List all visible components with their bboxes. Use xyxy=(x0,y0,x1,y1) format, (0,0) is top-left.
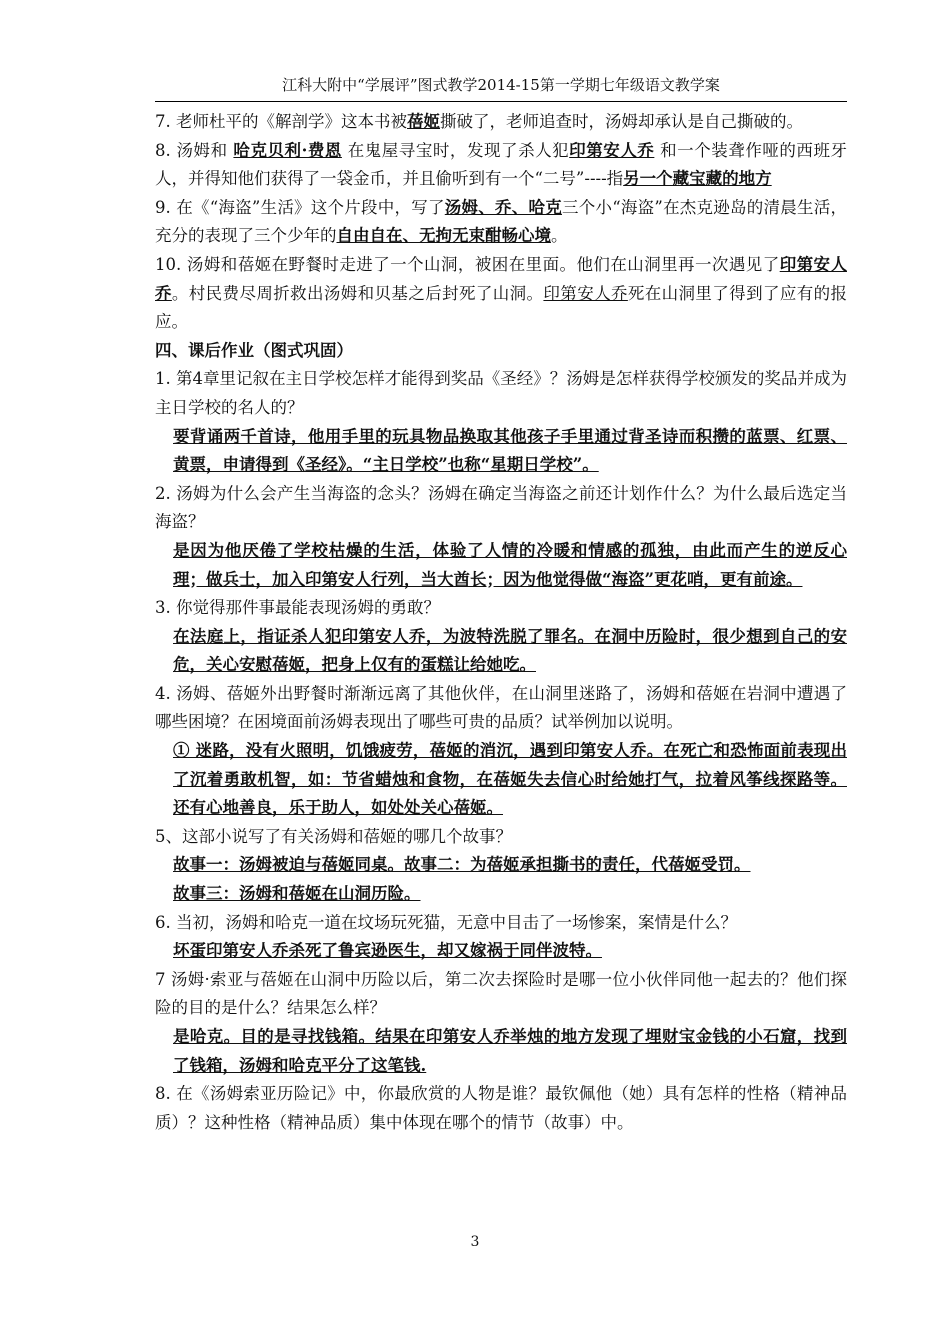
answer: 印第安人乔 xyxy=(543,283,628,303)
answer: 哈克贝利·费恩 xyxy=(233,140,342,160)
answer: 蓓姬 xyxy=(407,112,440,131)
hw-q4: 4. 汤姆、蓓姬外出野餐时渐渐远离了其他伙伴，在山洞里迷路了，汤姆和蓓姬在岩洞中遭遇了哪些困境？在困境面前汤姆表现出了哪些可贵的品质？试举例加以说明。 xyxy=(155,683,847,732)
hw-a5: 故事一：汤姆被迫与蓓姬同桌。故事二：为蓓姬承担撕书的责任，代蓓姬受罚。 xyxy=(173,855,751,875)
hw-a7: 是哈克。目的是寻找钱箱。结果在印第安人乔举烛的地方发现了埋财宝金钱的小石窟，找到了钱箱，汤姆和哈克平分了这笔钱. xyxy=(173,1027,847,1075)
hw-a1: 要背诵两千首诗，他用手里的玩具物品换取其他孩子手里通过背圣诗而积攒的蓝票、红票、黄票，申请得到《圣经》。“主日学校”也称“星期日学校”。 xyxy=(173,426,847,475)
item-7: 7. 老师杜平的《解剖学》这本书被蓓姬撕破了，老师追查时，汤姆却承认是自己撕破的。 xyxy=(155,112,803,131)
item-8: 8. 汤姆和 哈克贝利·费恩 在鬼屋寻宝时，发现了杀人犯印第安人乔 和一个装聋作哑的西班牙人，并得知他们获得了一袋金币，并且偷听到有一个“二号”----指另一个藏宝藏的地方 xyxy=(155,140,848,189)
hw-q7: 7 汤姆·索亚与蓓姬在山洞中历险以后，第二次去探险时是哪一位小伙伴同他一起去的？他们探险的目的是什么？结果怎么样？ xyxy=(155,969,847,1018)
page-body xyxy=(155,108,847,1137)
hw-q1: 1. 第4章里记叙在主日学校怎样才能得到奖品《圣经》？汤姆是怎样获得学校颁发的奖品并成为主日学校的名人的？ xyxy=(155,369,847,417)
page-number: 3 xyxy=(470,1234,480,1250)
hw-q8: 8. 在《汤姆索亚历险记》中，你最欣赏的人物是谁？最钦佩他（她）具有怎样的性格（精神品质）？这种性格（精神品质）集中体现在哪个的情节（故事）中。 xyxy=(155,1084,847,1132)
hw-a2: 是因为他厌倦了学校枯燥的生活，体验了人情的冷暖和情感的孤独，由此而产生的逆反心理；做兵士，加入印第安人行列，当大酋长；因为他觉得做“海盗”更花哨，更有前途。 xyxy=(173,540,847,589)
answer: 自由自在、无拘无束酣畅心境 xyxy=(336,226,551,246)
item-10: 10. 汤姆和蓓姬在野餐时走进了一个山洞，被困在里面。他们在山洞里再一次遇见了印第安人乔。村民费尽周折救出汤姆和贝基之后封死了山洞。印第安人乔死在山洞里了得到了应有的报应。 xyxy=(155,254,848,332)
item-9: 9. 在《“海盗”生活》这个片段中，写了汤姆、乔、哈克三个小“海盗”在杰克逊岛的清晨生活，充分的表现了三个少年的自由自在、无拘无束酣畅心境。 xyxy=(155,197,848,246)
answer: 汤姆、乔、哈克 xyxy=(444,197,562,217)
hw-q5: 5、这部小说写了有关汤姆和蓓姬的哪几个故事？ xyxy=(155,826,512,846)
answer: 另一个藏宝藏的地方 xyxy=(623,169,772,189)
hw-a3: 在法庭上，指证杀人犯印第安人乔，为波特洗脱了罪名。在洞中历险时，很少想到自己的安危，关心安慰蓓姬，把身上仅有的蛋糕让给她吃。 xyxy=(173,626,847,675)
answer: 印第安人乔 xyxy=(569,140,655,160)
section-title: 四、课后作业（图式巩固） xyxy=(155,340,353,360)
page-header: 江科大附中“学展评”图式教学2014-15第一学期七年级语文教学案 xyxy=(155,74,847,102)
hw-a5b: 故事三：汤姆和蓓姬在山洞历险。 xyxy=(173,884,421,904)
hw-a4: ① 迷路，没有火照明，饥饿疲劳，蓓姬的消沉，遇到印第安人乔。在死亡和恐怖面前表现出了沉着勇敢机智，如：节省蜡烛和食物，在蓓姬失去信心时给她打气，拉着风筝线探路等。还有心地善良，乐于助人，如处处关心蓓姬。 xyxy=(173,741,847,818)
hw-q6: 6. 当初，汤姆和哈克一道在坟场玩死猫，无意中目击了一场惨案，案情是什么？ xyxy=(155,912,737,932)
hw-q3: 3. 你觉得那件事最能表现汤姆的勇敢？ xyxy=(155,598,440,618)
hw-a6: 坏蛋印第安人乔杀死了鲁宾逊医生，却又嫁祸于同伴波特。 xyxy=(173,941,602,961)
hw-q2: 2. 汤姆为什么会产生当海盗的念头？汤姆在确定当海盗之前还计划作什么？为什么最后选定当海盗？ xyxy=(155,483,847,532)
answer: 印第安人乔 xyxy=(155,254,847,303)
